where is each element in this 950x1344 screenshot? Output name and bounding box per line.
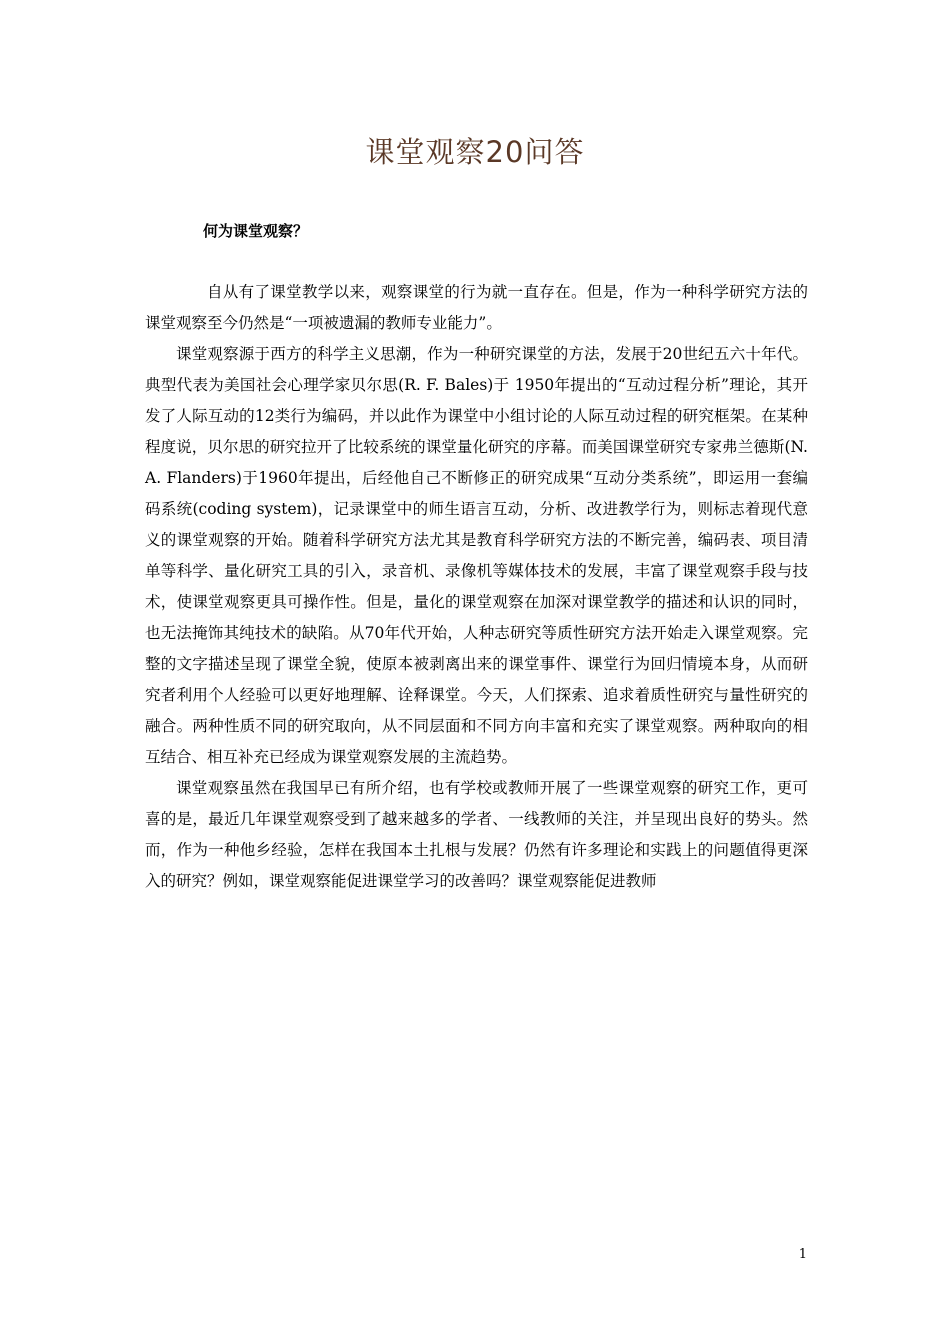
page-number: 1 — [798, 1247, 807, 1262]
paragraph-domestic: 课堂观察虽然在我国早已有所介绍，也有学校或教师开展了一些课堂观察的研究工作，更可喜的是，最近几年课堂观察受到了越来越多的学者、一线教师的关注，并呈现出良好的势头。然而，作为一种他乡经验，怎样在我国本土扎根与发展？仍然有许多理论和实践上的问题值得更深入的研究？例如，课堂观察能促进课堂学习的改善吗？课堂观察能促进教师 — [145, 779, 808, 890]
paragraph-history: 课堂观察源于西方的科学主义思潮，作为一种研究课堂的方法，发展于20世纪五六十年代。典型代表为美国社会心理学家贝尔思(R. F. Bales)于 1950年提出的“互动过程分析”理论，其开发了人际互动的12类行为编码，并以此作为课堂中小组讨论的人际互动过程的研究框架。在某种程度说，贝尔思的研究拉开了比较系统的课堂量化研究的序幕。而美国课堂研究专家弗兰德斯(N. A. Flanders)于1960年提出，后经他自己不断修正的研究成果“互动分类系统”，即运用一套编码系统(coding system)，记录课堂中的师生语言互动，分析、改进教学行为，则标志着现代意义的课堂观察的开始。随着科学研究方法尤其是教育科学研究方法的不断完善，编码表、项目清单等科学、量化研究工具的引入，录音机、录像机等媒体技术的发展，丰富了课堂观察手段与技术，使课堂观察更具可操作性。但是，量化的课堂观察在加深对课堂教学的描述和认识的同时，也无法掩饰其纯技术的缺陷。从70年代开始，人种志研究等质性研究方法开始走入课堂观察。完整的文字描述呈现了课堂全貌，使原本被剥离出来的课堂事件、课堂行为回归情境本身，从而研究者利用个人经验可以更好地理解、诠释课堂。今天，人们探索、追求着质性研究与量性研究的融合。两种性质不同的研究取向，从不同层面和不同方向丰富和充实了课堂观察。两种取向的相互结合、相互补充已经成为课堂观察发展的主流趋势。 — [145, 345, 808, 766]
body-text — [145, 277, 808, 897]
section-heading: 何为课堂观察？ — [203, 222, 309, 240]
paragraph-intro: 自从有了课堂教学以来，观察课堂的行为就一直存在。但是，作为一种科学研究方法的课堂观察至今仍然是“一项被遗漏的教师专业能力”。 — [145, 283, 808, 332]
document-title: 课堂观察20问答 — [365, 135, 585, 169]
